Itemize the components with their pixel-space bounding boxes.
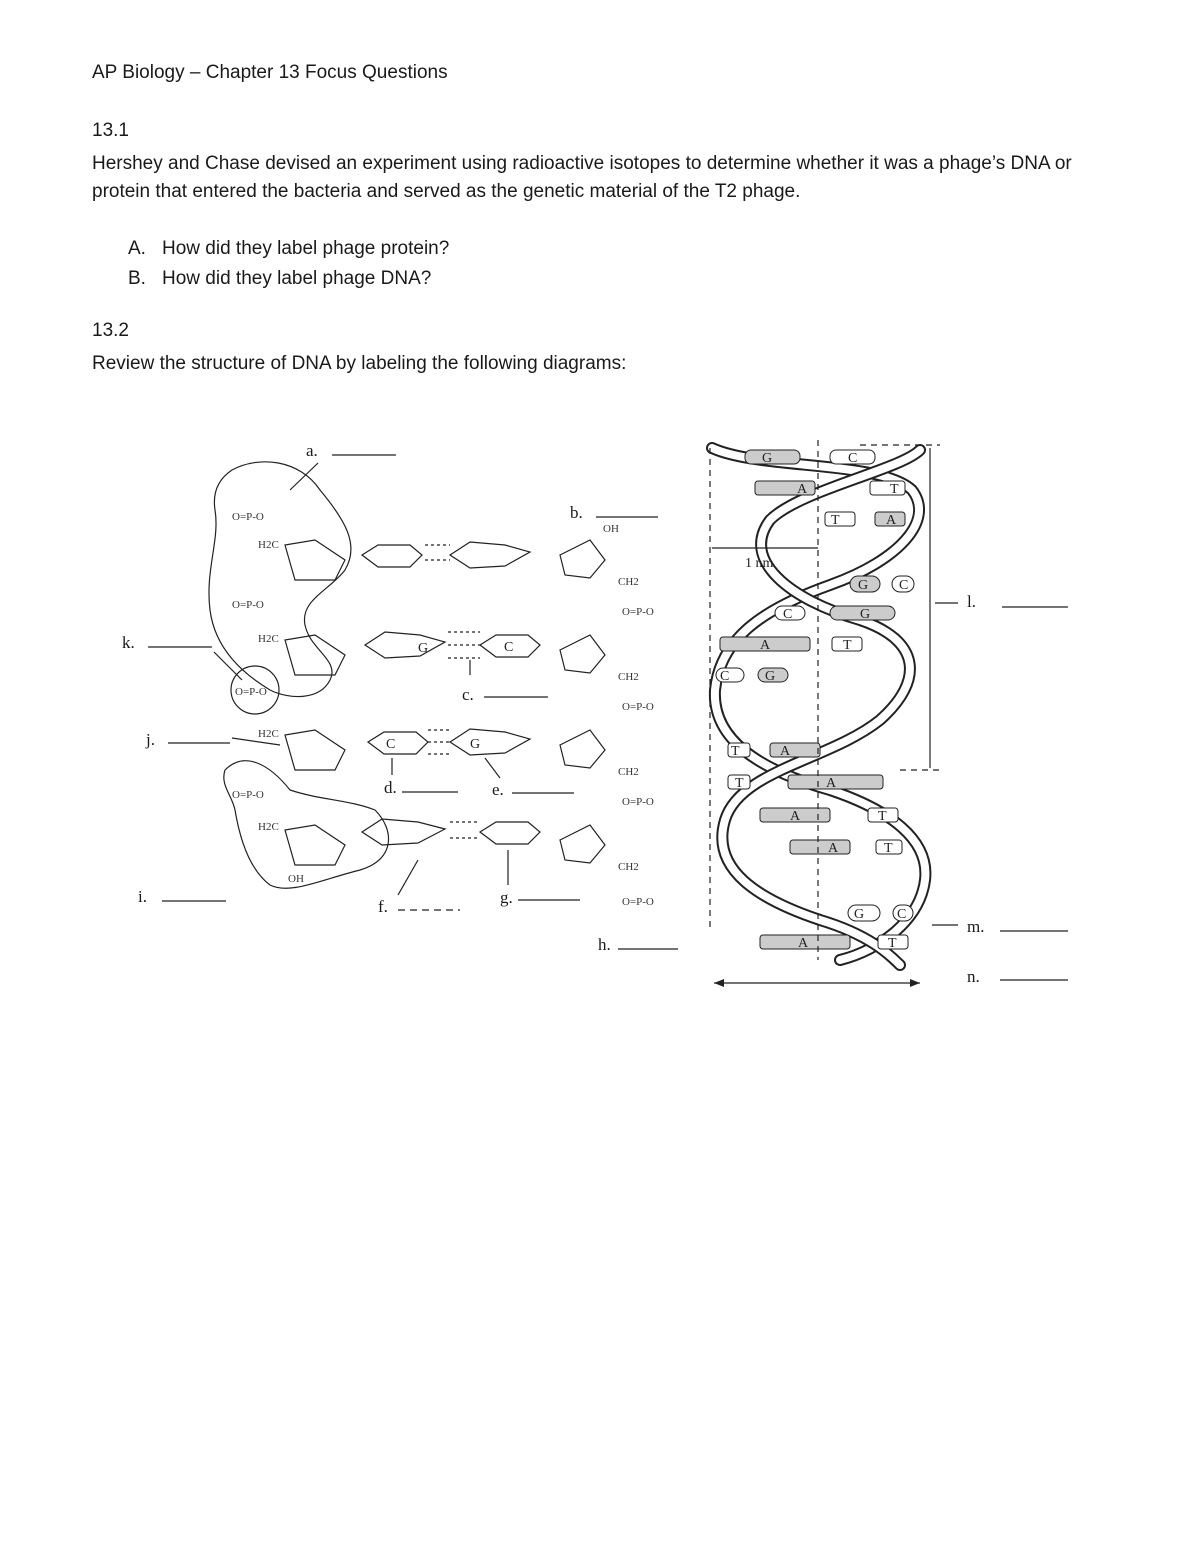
helix-pair [720, 637, 862, 653]
section-13-1-text: Hershey and Chase devised an experiment using radioactive isotopes to determine whether it was a phage’s DNA or protein that entered the bacteria and served as the genetic material of the T2 phage. [92, 153, 1072, 202]
sugar-ring [285, 540, 345, 580]
width-label-1nm: 1 nm [745, 556, 774, 571]
helix-base-right: C [899, 578, 909, 593]
base-letter: G [418, 641, 429, 656]
ch2-text: CH2 [618, 576, 639, 588]
phosphate-text: O=P-O [232, 511, 264, 523]
helix-base-left: C [720, 669, 730, 684]
helix-base-left: A [790, 809, 801, 824]
helix-pair [760, 935, 908, 951]
helix-base-right: T [890, 482, 899, 497]
h2c-text: H2C [258, 539, 279, 551]
ch2-text: CH2 [618, 671, 639, 683]
purine-ring [365, 632, 445, 658]
phosphate-text: O=P-O [622, 701, 654, 713]
sugar-ring [285, 635, 345, 675]
ch2-text: CH2 [618, 766, 639, 778]
label-f: f. [378, 897, 388, 916]
phosphate-text: O=P-O [622, 796, 654, 808]
leader-line-f [398, 860, 418, 895]
page-title: AP Biology – Chapter 13 Focus Questions [92, 62, 448, 83]
label-e: e. [492, 780, 504, 799]
sugar-ring [560, 635, 605, 673]
pyrimidine-ring [480, 822, 540, 844]
sugar-ring [285, 730, 345, 770]
helix-base-right: A [780, 744, 791, 759]
sugar-ring [285, 825, 345, 865]
helix-base-left: A [828, 841, 839, 856]
question-text: How did they label phage DNA? [162, 268, 432, 289]
label-h: h. [598, 935, 611, 954]
helix-base-left: C [783, 607, 793, 622]
helix-base-right: T [888, 936, 897, 951]
base-letter: G [470, 737, 481, 752]
helix-base-left: A [760, 638, 771, 653]
label-m: m. [967, 917, 985, 936]
helix-base-left: T [735, 776, 744, 791]
h2c-text: H2C [258, 728, 279, 740]
helix-base-left: G [854, 907, 865, 922]
label-k: k. [122, 633, 135, 652]
phosphate-text: O=P-O [235, 686, 267, 698]
label-c: c. [462, 685, 474, 704]
h2c-text: H2C [258, 821, 279, 833]
purine-ring [362, 819, 445, 845]
helix-pair [790, 840, 902, 856]
helix-pair [775, 606, 895, 622]
helix-pair [716, 668, 788, 684]
leader-line-a [290, 463, 318, 490]
phosphate-text: O=P-O [232, 599, 264, 611]
helix-base-left: A [797, 482, 808, 497]
right-backbone [560, 523, 654, 908]
base-pair-row [368, 729, 530, 755]
label-l: l. [967, 592, 976, 611]
pyrimidine-ring [368, 732, 428, 754]
section-number-13-1: 13.1 [92, 120, 129, 141]
arrowhead-left [714, 979, 724, 987]
leader-line-e [485, 758, 500, 778]
helix-base-left: T [831, 513, 840, 528]
helix-base-right: C [848, 451, 858, 466]
question-letter: A. [128, 238, 146, 259]
section-13-2-text: Review the structure of DNA by labeling the following diagrams: [92, 353, 627, 374]
helix-base-right: T [878, 809, 887, 824]
helix-pair [728, 743, 820, 759]
label-g: g. [500, 888, 513, 907]
sugar-ring [560, 730, 605, 768]
label-i: i. [138, 887, 147, 906]
oh-text: OH [288, 873, 304, 885]
nucleotide-outline-top [209, 462, 351, 697]
label-b: b. [570, 503, 583, 522]
helix-pair [760, 808, 898, 824]
base-pair-row [365, 632, 540, 658]
helix-base-left: A [798, 936, 809, 951]
helix-base-left: G [762, 451, 773, 466]
helix-base-left: G [858, 578, 869, 593]
nucleotide-ladder [122, 441, 678, 954]
question-letter: B. [128, 268, 146, 289]
label-d: d. [384, 778, 397, 797]
helix-base-left: T [731, 744, 740, 759]
phosphate-text: O=P-O [622, 896, 654, 908]
arrowhead-right [910, 979, 920, 987]
label-n: n. [967, 967, 980, 986]
oh-text: OH [603, 523, 619, 535]
helix-base-right: A [886, 513, 897, 528]
sugar-ring [560, 540, 605, 578]
base-letter: C [504, 640, 514, 655]
pyrimidine-ring [362, 545, 422, 567]
left-backbone [232, 511, 345, 885]
phosphate-text: O=P-O [232, 789, 264, 801]
question-text: How did they label phage protein? [162, 238, 450, 259]
base-letter: C [386, 737, 396, 752]
label-a: a. [306, 441, 318, 460]
helix-pair [848, 905, 913, 922]
helix-pair [850, 576, 914, 593]
helix-base-right: T [884, 841, 893, 856]
label-j: j. [146, 730, 155, 749]
ch2-text: CH2 [618, 861, 639, 873]
phosphate-text: O=P-O [622, 606, 654, 618]
helix-base-right: T [843, 638, 852, 653]
h2c-text: H2C [258, 633, 279, 645]
nucleotide-outline-bottom [224, 761, 389, 889]
helix-base-right: G [860, 607, 871, 622]
double-helix [710, 440, 1068, 987]
helix-base-right: C [897, 907, 907, 922]
base-pair-row [362, 542, 530, 568]
sugar-ring [560, 825, 605, 863]
helix-base-right: A [826, 776, 837, 791]
section-number-13-2: 13.2 [92, 320, 129, 341]
helix-base-right: G [765, 669, 776, 684]
purine-ring [450, 542, 530, 568]
helix-pair [825, 512, 905, 528]
purine-ring [450, 729, 530, 755]
